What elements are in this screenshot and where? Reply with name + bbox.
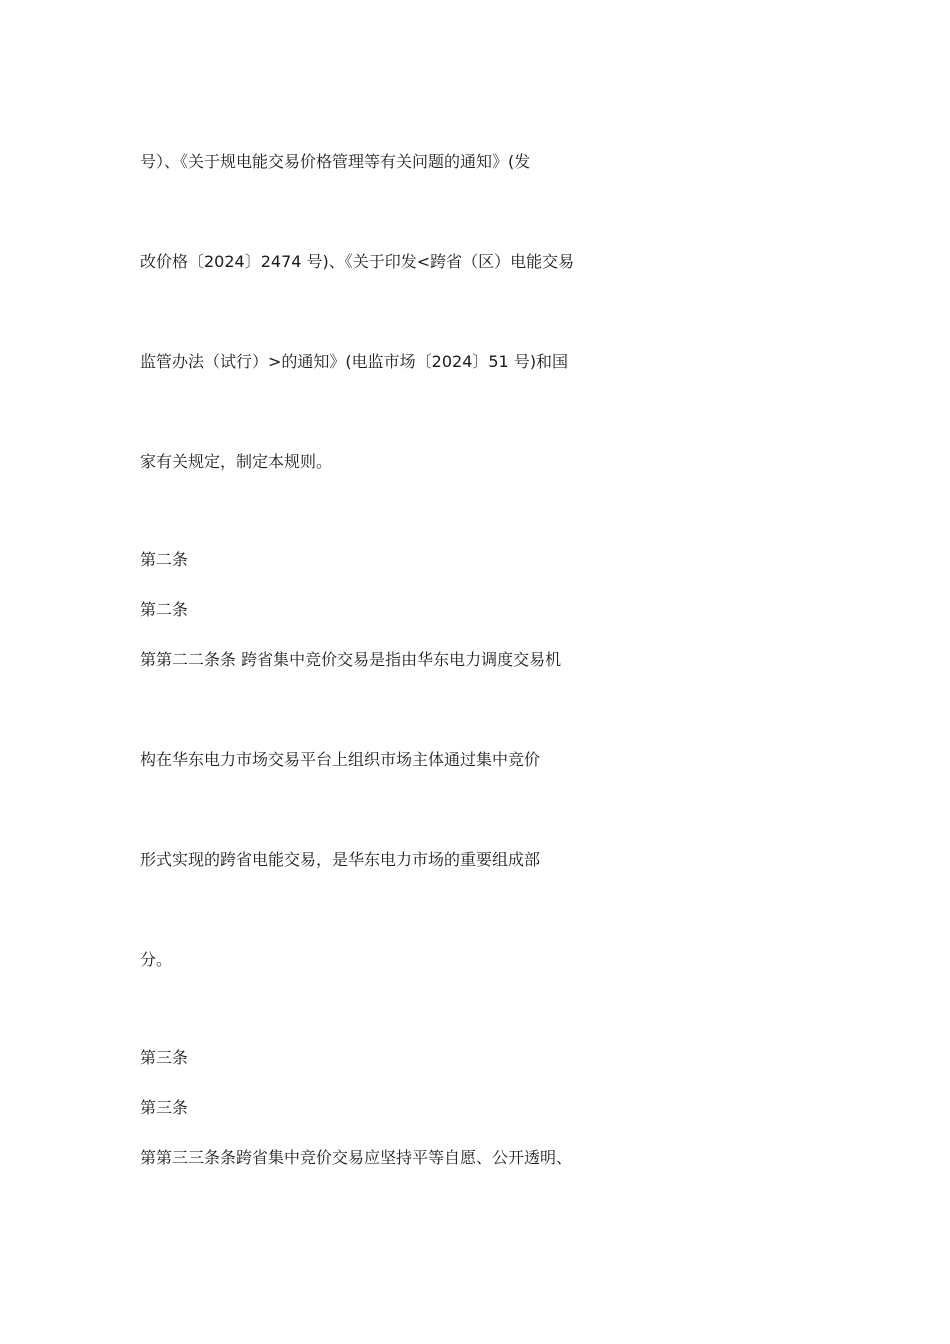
paragraph-line: 第第二二条条 跨省集中竞价交易是指由华东电力调度交易机 (140, 650, 562, 669)
paragraph-line: 分。 (140, 950, 173, 969)
article-heading: 第三条 (140, 1098, 189, 1117)
paragraph-line: 构在华东电力市场交易平台上组织市场主体通过集中竞价 (140, 750, 541, 769)
paragraph-line: 家有关规定，制定本规则。 (140, 452, 333, 471)
article-heading: 第三条 (140, 1048, 189, 1067)
article-heading: 第二条 (140, 550, 189, 569)
paragraph-line: 号）、《关于规电能交易价格管理等有关问题的通知》(发 (140, 152, 531, 171)
paragraph-line: 监管办法（试行）>的通知》(电监市场〔2024〕51 号)和国 (140, 352, 569, 371)
article-heading: 第二条 (140, 600, 189, 619)
paragraph-line: 改价格〔2024〕2474 号)、《关于印发<跨省（区）电能交易 (140, 252, 575, 271)
paragraph-line: 第第三三条条跨省集中竞价交易应坚持平等自愿、公开透明、 (140, 1148, 573, 1167)
paragraph-line: 形式实现的跨省电能交易，是华东电力市场的重要组成部 (140, 850, 541, 869)
